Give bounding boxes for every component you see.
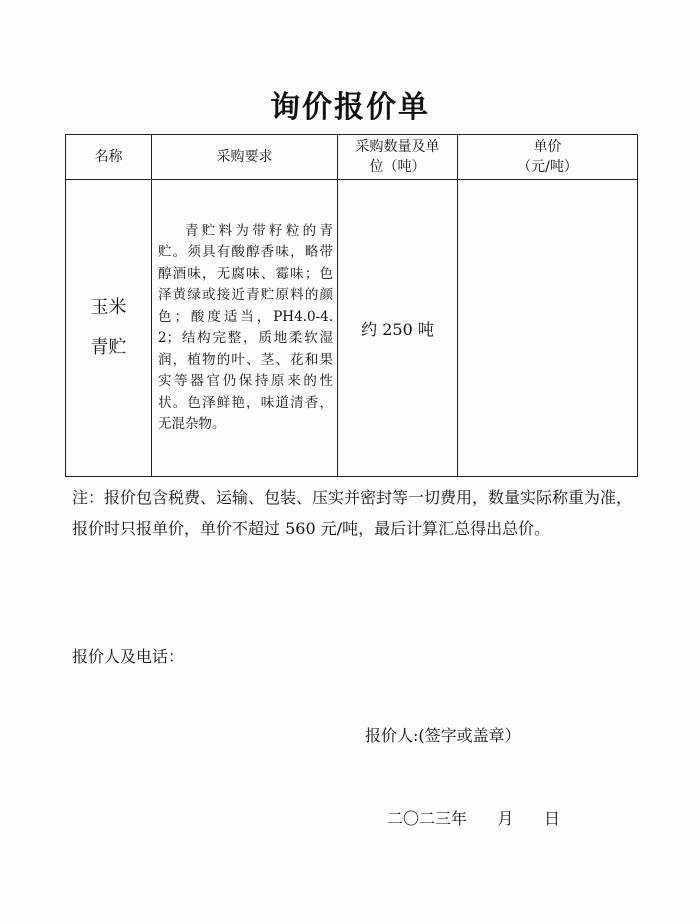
requirements-cell xyxy=(152,180,338,477)
price-cell xyxy=(458,180,638,477)
table-row xyxy=(66,180,638,477)
header-name-label: 名称 xyxy=(94,149,123,165)
item-name-line1: 玉米 xyxy=(90,297,127,318)
header-price xyxy=(458,135,638,180)
header-price-line1: 单价 xyxy=(533,139,562,155)
signature-label: 报价人:(签字或盖章） xyxy=(365,726,521,745)
note-text: 注：报价包含税费、运输、包装、压实并密封等一切费用，数量实际称重为准，报价时只报单价，单价不超过 560 元/吨，最后计算汇总得出总价。 xyxy=(72,488,633,538)
item-name-line2: 青贮 xyxy=(90,337,127,358)
contact-label: 报价人及电话： xyxy=(72,647,185,666)
quantity-cell xyxy=(338,180,458,477)
requirements-text: 青贮料为带籽粒的青贮。须具有酸醇香味，略带醇酒味，无腐味、霉味；色泽黄绿或接近青贮原料的颜色；酸度适当，PH4.0-4.2；结构完整，质地柔软湿润，植物的叶、茎、花和果实等器官仍保持原来的性状。色泽鲜艳，味道清香，无混杂物。 xyxy=(158,222,333,432)
header-requirements xyxy=(152,135,338,180)
quantity-value: 约 250 吨 xyxy=(361,319,434,339)
item-name-cell xyxy=(66,180,152,477)
header-requirements-label: 采购要求 xyxy=(216,149,273,165)
header-quantity xyxy=(338,135,458,180)
document-title: 询价报价单 xyxy=(270,90,430,125)
header-quantity-line2: 位（吨） xyxy=(369,159,426,175)
quote-table xyxy=(65,134,638,477)
table-header-row xyxy=(66,135,638,180)
header-name xyxy=(66,135,152,180)
date-label: 二〇二三年 月 日 xyxy=(387,809,561,828)
header-price-line2: （元/吨） xyxy=(517,159,578,175)
header-quantity-line1: 采购数量及单 xyxy=(355,139,440,155)
